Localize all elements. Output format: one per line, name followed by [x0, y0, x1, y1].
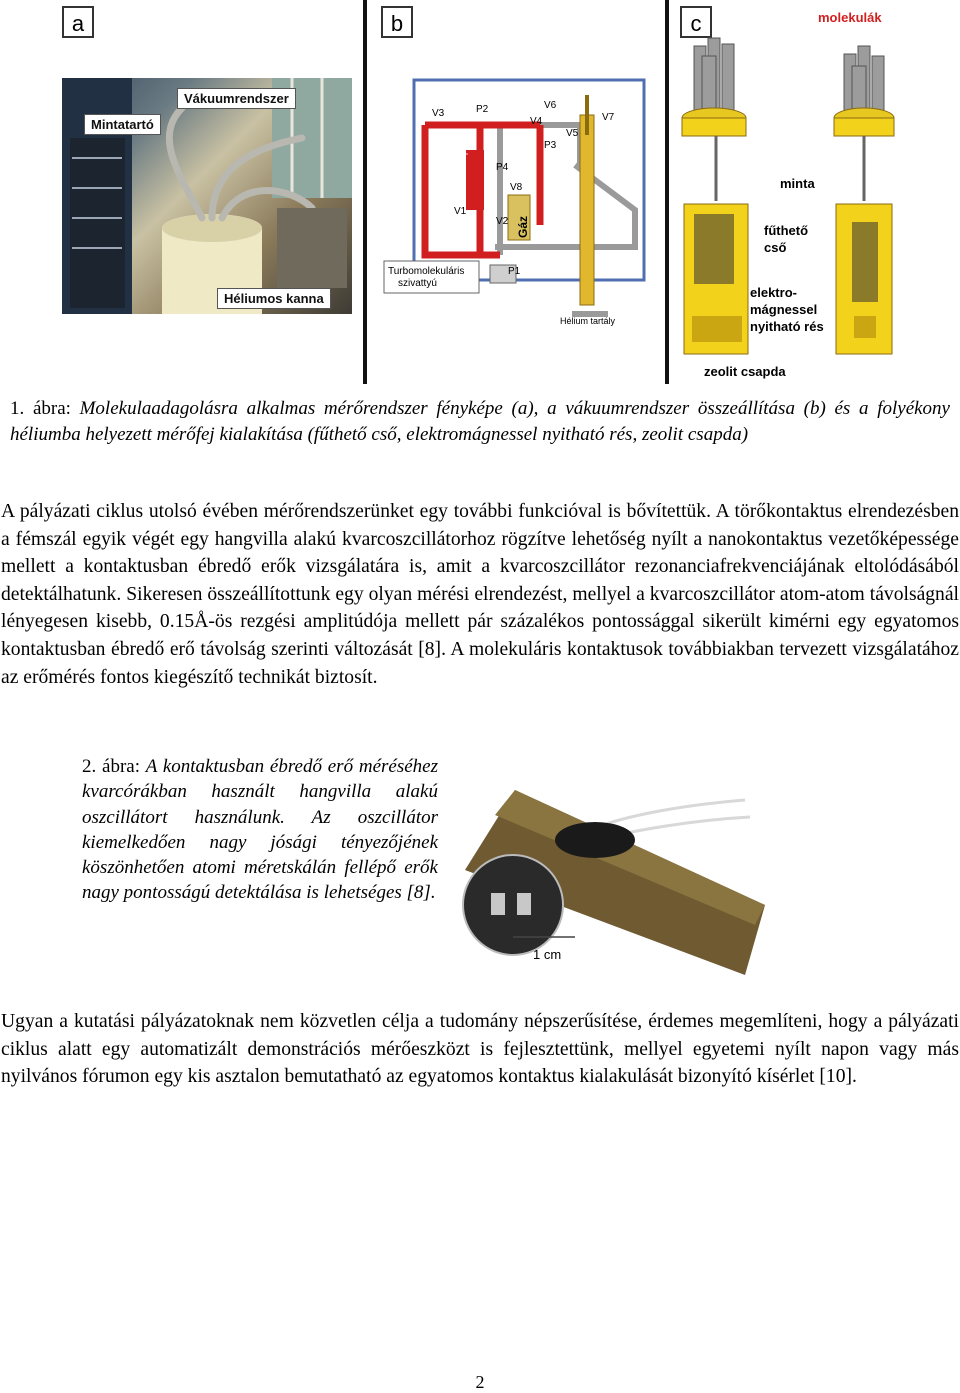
quartz-tuning-fork-photo: [455, 775, 780, 985]
molecules-label: molekulák: [818, 10, 882, 25]
electromagnet-slit-label: [750, 284, 824, 335]
heated-tube-label-line1: fűthető: [764, 223, 809, 238]
electromagnet-slit-line1: elektro-: [750, 285, 797, 300]
turbo-pump-label-line1: Turbomolekuláris: [388, 266, 465, 277]
figure-2-text: A kontaktusban ébredő erő méréséhez kvarcórákban használt hangvilla alakú oszcillátort használunk. Az oszcillátor kiemelkedően nagy jósági tényezőjének köszönhetően atomi méretskálán fellépő erők nagy pontosságú detektálása is lehetséges [8].: [82, 756, 438, 904]
scale-bar-label: 1 cm: [533, 947, 562, 962]
valve-label: V3: [432, 108, 445, 119]
valve-label: V6: [544, 100, 557, 111]
valve-label: V7: [602, 112, 615, 123]
body-paragraph-1: A pályázati ciklus utolsó évében mérőrendszerünket egy további funkcióval is bővítettük. A törőkontaktus elrendezésben a fémszál egyik végét egy hangvilla alakú kvarcoszcillátorhoz rögzítve lehetőség nyílt a nanokontaktus vezetőképessége mellett a kontaktusban ébredő erők vizsgálatára is, amit a kvarcoszcillátor rezonanciafrekvenciájának eltolódásából detektálhatunk. Sikeresen összeállítottunk egy olyan mérési elrendezést, mellyel a kvarcoszcillátor atom-atom távolságnál lényegesen kisebb, 0.15Å-ös rezgési amplitúdója mellett pár százalékos pontossággal sikerült kimérni egy egyatomos kontaktusban ébredő erő távolság szerinti változását [8]. A molekuláris kontaktusok továbbiakban tervezett vizsgálatához az erőmérés fontos kiegészítő technikát biztosít.: [1, 501, 959, 688]
figure-1-caption: [10, 396, 950, 448]
figure-1-text: Molekulaadagolásra alkalmas mérőrendszer fényképe (a), a vákuumrendszer összeállítása (b) és a folyékony héliumba helyezett mérőfej kialakítása (fűthető cső, elektromágnessel nyitható rés, zeolit csapda): [10, 398, 950, 445]
valve-label: V8: [510, 182, 523, 193]
sample-label: minta: [780, 176, 815, 191]
panel-divider: [665, 0, 669, 384]
helium-can-label: Héliumos kanna: [217, 288, 331, 309]
em-valve-label: EM szelep: [458, 149, 468, 192]
panel-label-c: c: [680, 6, 712, 38]
valve-label: P1: [508, 266, 521, 277]
electromagnet-slit-line3: nyitható rés: [750, 319, 824, 334]
valve-label: P2: [476, 104, 489, 115]
valve-label: V1: [454, 206, 467, 217]
valve-label: P4: [496, 162, 509, 173]
sample-holder-label: Mintatartó: [84, 114, 161, 135]
page-number: 2: [475, 1372, 485, 1392]
body-paragraph-2: Ugyan a kutatási pályázatoknak nem közvetlen célja a tudomány népszerűsítése, érdemes megemlíteni, hogy a pályázati ciklus alatt egy automatizált demonstrációs mérőeszközt is fejlesztettünk, mellyel egyetemi nyílt napon vagy más nyilvános fórumon egy kis asztalon bemutatható az egyatomos kontaktus kialakulását bizonyító kísérlet [10].: [1, 1011, 959, 1088]
panel-label-a: a: [62, 6, 94, 38]
turbo-pump-label-line2: szivattyú: [398, 278, 437, 289]
figure-1-number: 1. ábra:: [10, 398, 80, 419]
panel-label-b: b: [381, 6, 413, 38]
valve-label: P3: [544, 140, 557, 151]
electromagnet-slit-line2: mágnessel: [750, 302, 818, 317]
figure-2-caption: [82, 754, 438, 906]
figure-2-number: 2. ábra:: [82, 756, 146, 777]
heated-tube-label-line2: cső: [764, 240, 787, 255]
panel-divider: [363, 0, 367, 384]
helium-tank-label: Hélium tartály: [560, 316, 616, 326]
turbo-pump-label: [388, 266, 464, 290]
valve-label: V5: [566, 128, 579, 139]
valve-label: V2: [496, 216, 509, 227]
valve-label: V4: [530, 116, 543, 127]
gas-label: Gáz: [516, 215, 530, 238]
zeolite-trap-label: zeolit csapda: [704, 364, 786, 379]
tuning-fork-illustration: [455, 775, 780, 985]
heated-tube-label: [764, 222, 808, 256]
vacuum-system-label: Vákuumrendszer: [177, 88, 296, 109]
